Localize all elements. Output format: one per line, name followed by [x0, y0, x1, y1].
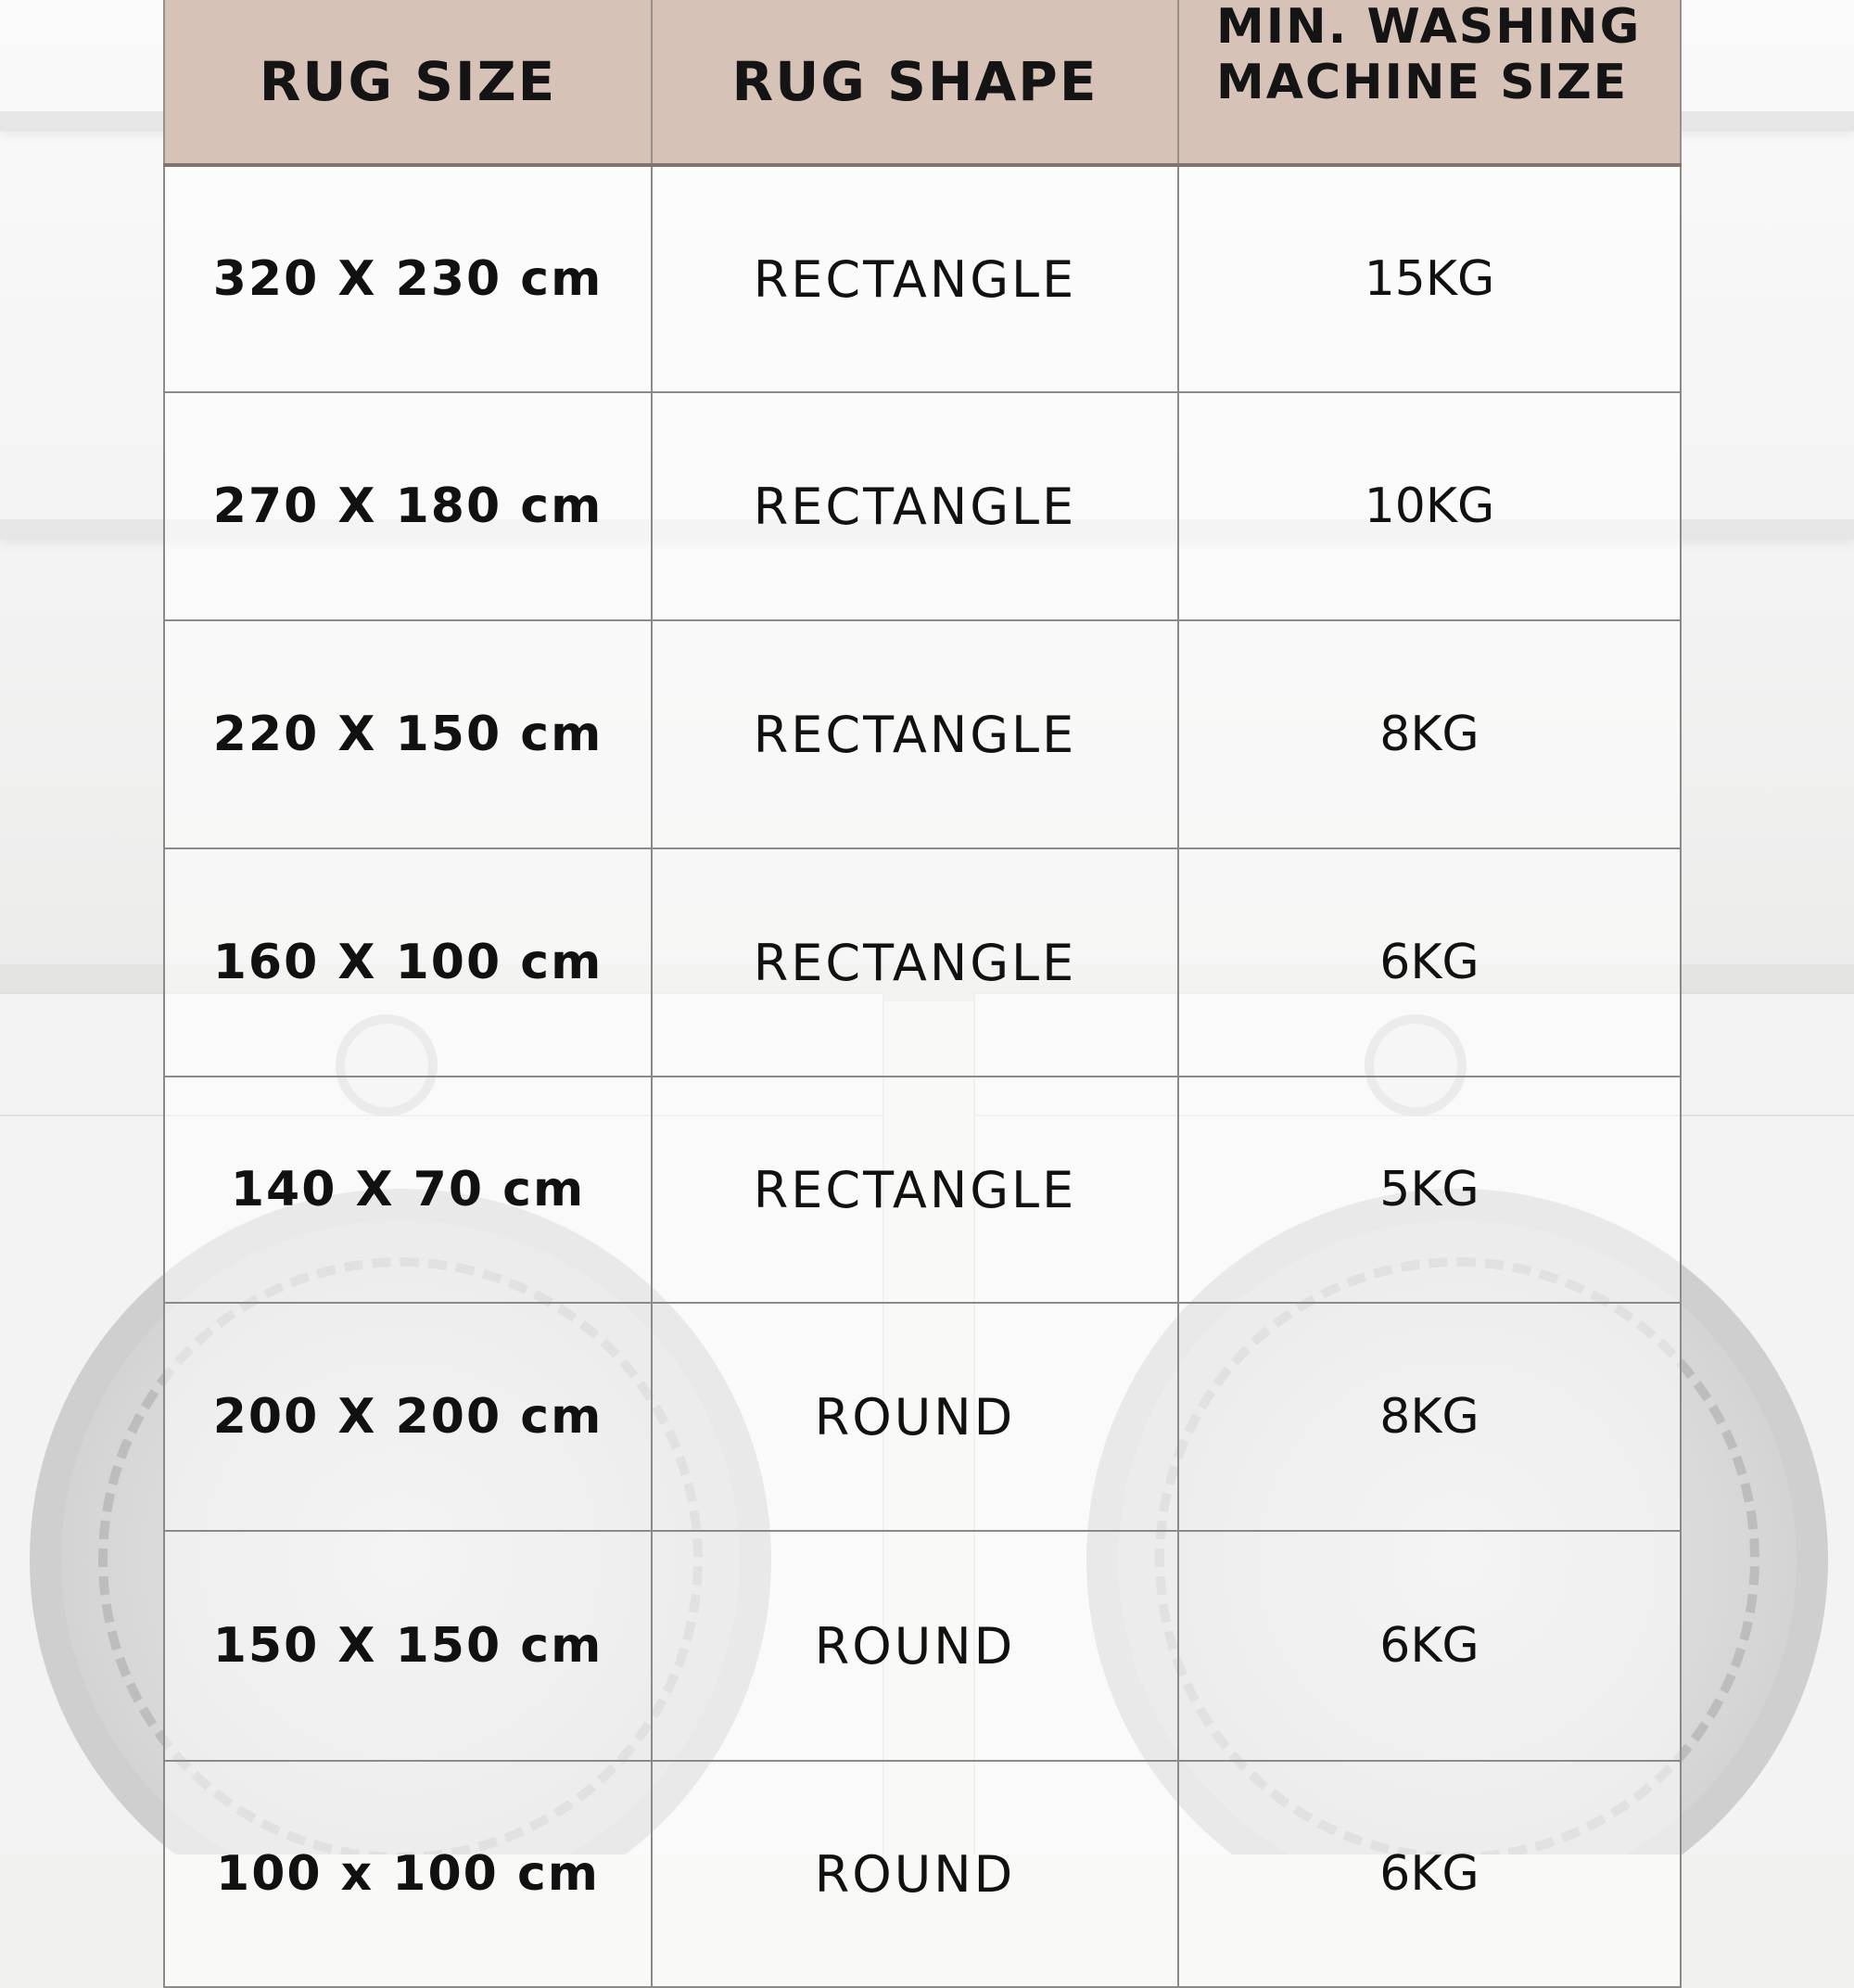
cell-rug-size: 220 X 150 cm [164, 620, 652, 848]
table-row [164, 165, 1681, 392]
cell-rug-size: 100 x 100 cm [164, 1761, 652, 1987]
cell-min-machine-size: 8KG [1178, 1303, 1681, 1531]
cell-rug-shape: RECTANGLE [652, 848, 1178, 1077]
header-min-washing-machine-size: MIN. WASHING MACHINE SIZE [1178, 0, 1681, 165]
size-chart-table [163, 0, 1682, 1988]
cell-min-machine-size: 6KG [1178, 1761, 1681, 1987]
cell-rug-size: 320 X 230 cm [164, 165, 652, 392]
cell-rug-size: 270 X 180 cm [164, 392, 652, 620]
rug-size-table [163, 0, 1680, 1988]
cell-rug-shape: RECTANGLE [652, 620, 1178, 848]
cell-rug-size: 200 X 200 cm [164, 1303, 652, 1531]
cell-rug-shape: ROUND [652, 1303, 1178, 1531]
table-row [164, 392, 1681, 620]
cell-rug-shape: RECTANGLE [652, 165, 1178, 392]
table-row [164, 1077, 1681, 1303]
cell-rug-shape: RECTANGLE [652, 392, 1178, 620]
cell-rug-size: 140 X 70 cm [164, 1077, 652, 1303]
header-rug-shape: RUG SHAPE [652, 0, 1178, 165]
cell-min-machine-size: 6KG [1178, 1531, 1681, 1761]
cell-rug-size: 150 X 150 cm [164, 1531, 652, 1761]
cell-rug-shape: ROUND [652, 1531, 1178, 1761]
cell-min-machine-size: 5KG [1178, 1077, 1681, 1303]
cell-rug-shape: RECTANGLE [652, 1077, 1178, 1303]
table-body [164, 165, 1681, 1987]
cell-min-machine-size: 6KG [1178, 848, 1681, 1077]
cell-min-machine-size: 8KG [1178, 620, 1681, 848]
cell-min-machine-size: 10KG [1178, 392, 1681, 620]
cell-rug-shape: ROUND [652, 1761, 1178, 1987]
header-row [164, 0, 1681, 165]
table-row [164, 848, 1681, 1077]
table-row [164, 1303, 1681, 1531]
header-rug-size: RUG SIZE [164, 0, 652, 165]
table-row [164, 1531, 1681, 1761]
table-row [164, 1761, 1681, 1987]
cell-min-machine-size: 15KG [1178, 165, 1681, 392]
table-row [164, 620, 1681, 848]
cell-rug-size: 160 X 100 cm [164, 848, 652, 1077]
